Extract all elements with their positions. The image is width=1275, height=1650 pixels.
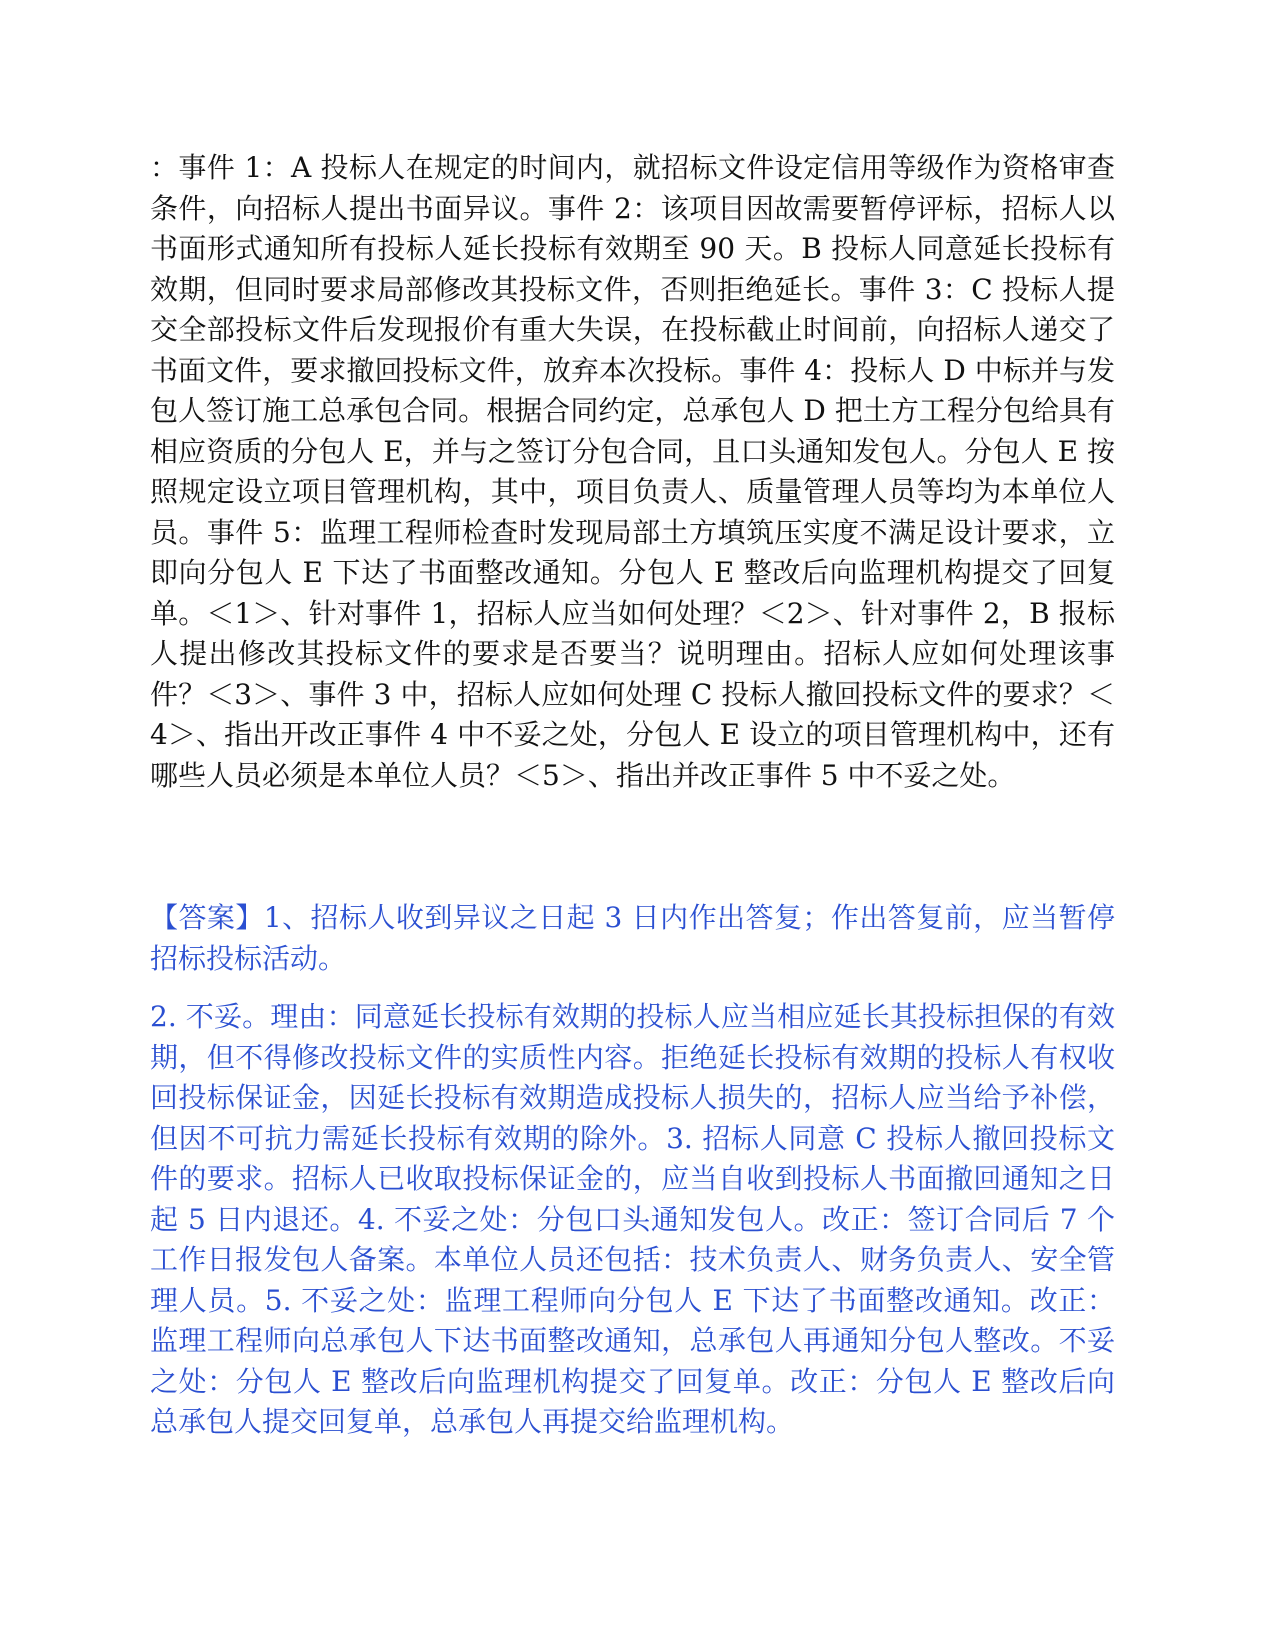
- answer-paragraph-2: 2. 不妥。理由：同意延长投标有效期的投标人应当相应延长其投标担保的有效期，但不得修改投标文件的实质性内容。拒绝延长投标有效期的投标人有权收回投标保证金，因延长投标有效期造成投标人损失的，招标人应当给予补偿，但因不可抗力需延长投标有效期的除外。3. 招标人同意 C 投标人撤回投标文件的要求。招标人已收取投标保证金的，应当自收到投标人书面撤回通知之日起 5 日内退还。4. 不妥之处：分包口头通知发包人。改正：签订合同后 7 个工作日报发包人备案。本单位人员还包括：技术负责人、财务负责人、安全管理人员。5. 不妥之处：监理工程师向分包人 E 下达了书面整改通知。改正：监理工程师向总承包人下达书面整改通知，总承包人再通知分包人整改。不妥之处：分包人 E 整改后向监理机构提交了回复单。改正：分包人 E 整改后向总承包人提交回复单，总承包人再提交给监理机构。: [150, 1000, 1115, 1438]
- question-paragraph: ：事件 1：A 投标人在规定的时间内，就招标文件设定信用等级作为资格审查条件，向招标人提出书面异议。事件 2：该项目因故需要暂停评标，招标人以书面形式通知所有投标人延长投标有效期至 90 天。B 投标人同意延长投标有效期，但同时要求局部修改其投标文件，否则拒绝延长。事件 3：C 投标人提交全部投标文件后发现报价有重大失误，在投标截止时间前，向招标人递交了书面文件，要求撤回投标文件，放弃本次投标。事件 4：投标人 D 中标并与发包人签订施工总承包合同。根据合同约定，总承包人 D 把土方工程分包给具有相应资质的分包人 E，并与之签订分包合同，且口头通知发包人。分包人 E 按照规定设立项目管理机构，其中，项目负责人、质量管理人员等均为本单位人员。事件 5：监理工程师检查时发现局部土方填筑压实度不满足设计要求，立即向分包人 E 下达了书面整改通知。分包人 E 整改后向监理机构提交了回复单。＜1＞、针对事件 1，招标人应当如何处理？＜2＞、针对事件 2，B 报标人提出修改其投标文件的要求是否要当？说明理由。招标人应如何处理该事件？＜3＞、事件 3 中，招标人应如何处理 C 投标人撤回投标文件的要求？＜4＞、指出开改正事件 4 中不妥之处，分包人 E 设立的项目管理机构中，还有哪些人员必须是本单位人员？＜5＞、指出并改正事件 5 中不妥之处。: [150, 151, 1116, 792]
- answer-paragraph-1: 【答案】1、招标人收到异议之日起 3 日内作出答复；作出答复前，应当暂停招标投标活动。: [150, 901, 1115, 975]
